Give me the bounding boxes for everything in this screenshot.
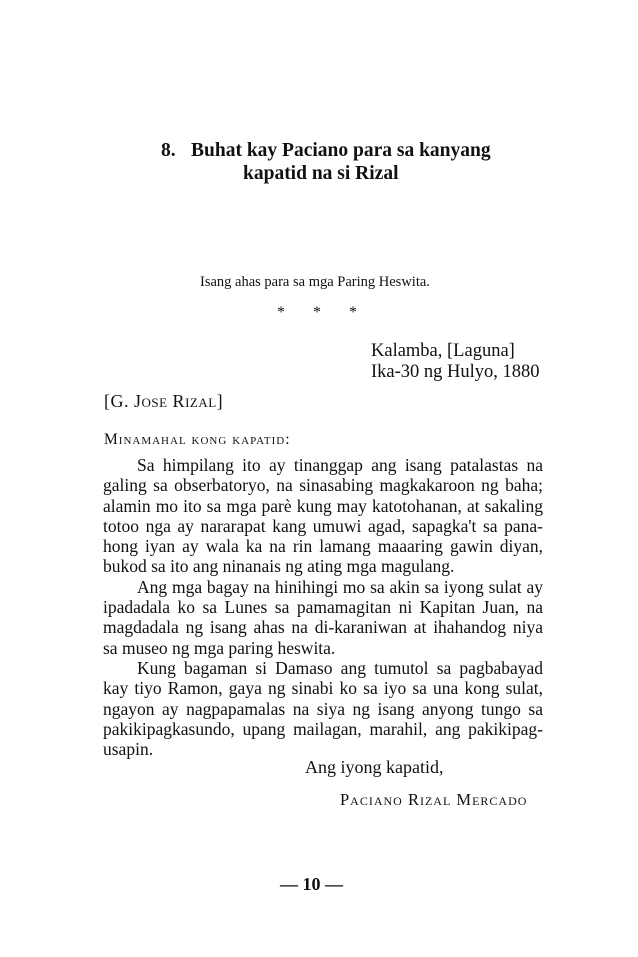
separator-star: *: [277, 304, 285, 321]
paragraph-2: [103, 577, 543, 658]
text-line: pakikipagkasundo, upang mailagan, marahil, ang pakikipag-: [103, 718, 543, 739]
section-separator: [263, 304, 371, 322]
text-line: bukod sa ito ang ninanais ng ating mga magulang.: [103, 556, 455, 577]
text-line: alamin mo ito sa mga parè kung may katotohanan, at sakaling: [103, 495, 543, 516]
text-line: ipadadala ko sa Lunes sa pamamagitan ni Kapitan Juan, na: [103, 597, 543, 618]
separator-star: *: [313, 304, 321, 321]
separator-star: *: [349, 304, 357, 321]
salutation: Minamahal kong kapatid:: [104, 431, 291, 448]
chapter-title-line-2: kapatid na si Rizal: [243, 163, 399, 184]
paragraph-3: [103, 658, 543, 759]
dateline-date: Ika-30 ng Hulyo, 1880: [371, 362, 540, 382]
addressee: [G. Jose Rizal]: [104, 391, 224, 411]
text-line: totoo nga ay nararapat kang umuwi agad, sapagka't sa pana-: [103, 515, 543, 536]
letter-subtitle: Isang ahas para sa mga Paring Heswita.: [200, 274, 430, 290]
text-line: kay tiyo Ramon, gaya ng sinabi ko sa iyo sa una kong sulat,: [103, 678, 543, 699]
dateline-place: Kalamba, [Laguna]: [371, 341, 515, 361]
text-line: Kung bagaman si Damaso ang tumutol sa pagbabayad: [137, 657, 543, 678]
text-line: sa museo ng mga paring heswita.: [103, 637, 336, 658]
text-line: Ang mga bagay na hinihingi mo sa akin sa iyong sulat ay: [137, 576, 543, 597]
text-line: ngayon ay nagpapamalas na siya ng isang anyong tungo sa: [103, 698, 543, 719]
signature: Paciano Rizal Mercado: [340, 790, 528, 809]
text-line: usapin.: [103, 739, 154, 760]
text-line: magdadala ng isang ahas na di-karaniwan at ihahandog niya: [103, 617, 543, 638]
closing: Ang iyong kapatid,: [305, 757, 444, 777]
chapter-title-line-1: Buhat kay Paciano para sa kanyang: [191, 140, 491, 161]
chapter-number: 8.: [161, 140, 176, 161]
text-line: galing sa obserbatoryo, na sinasabing magkakaroon ng baha;: [103, 475, 543, 496]
text-line: hong iyan ay wala ka na rin lamang maaaring gawin diyan,: [103, 536, 543, 557]
letter-body: [103, 455, 543, 759]
paragraph-1: [103, 455, 543, 577]
page-number: — 10 —: [280, 874, 343, 894]
text-line: Sa himpilang ito ay tinanggap ang isang patalastas na: [137, 455, 543, 475]
